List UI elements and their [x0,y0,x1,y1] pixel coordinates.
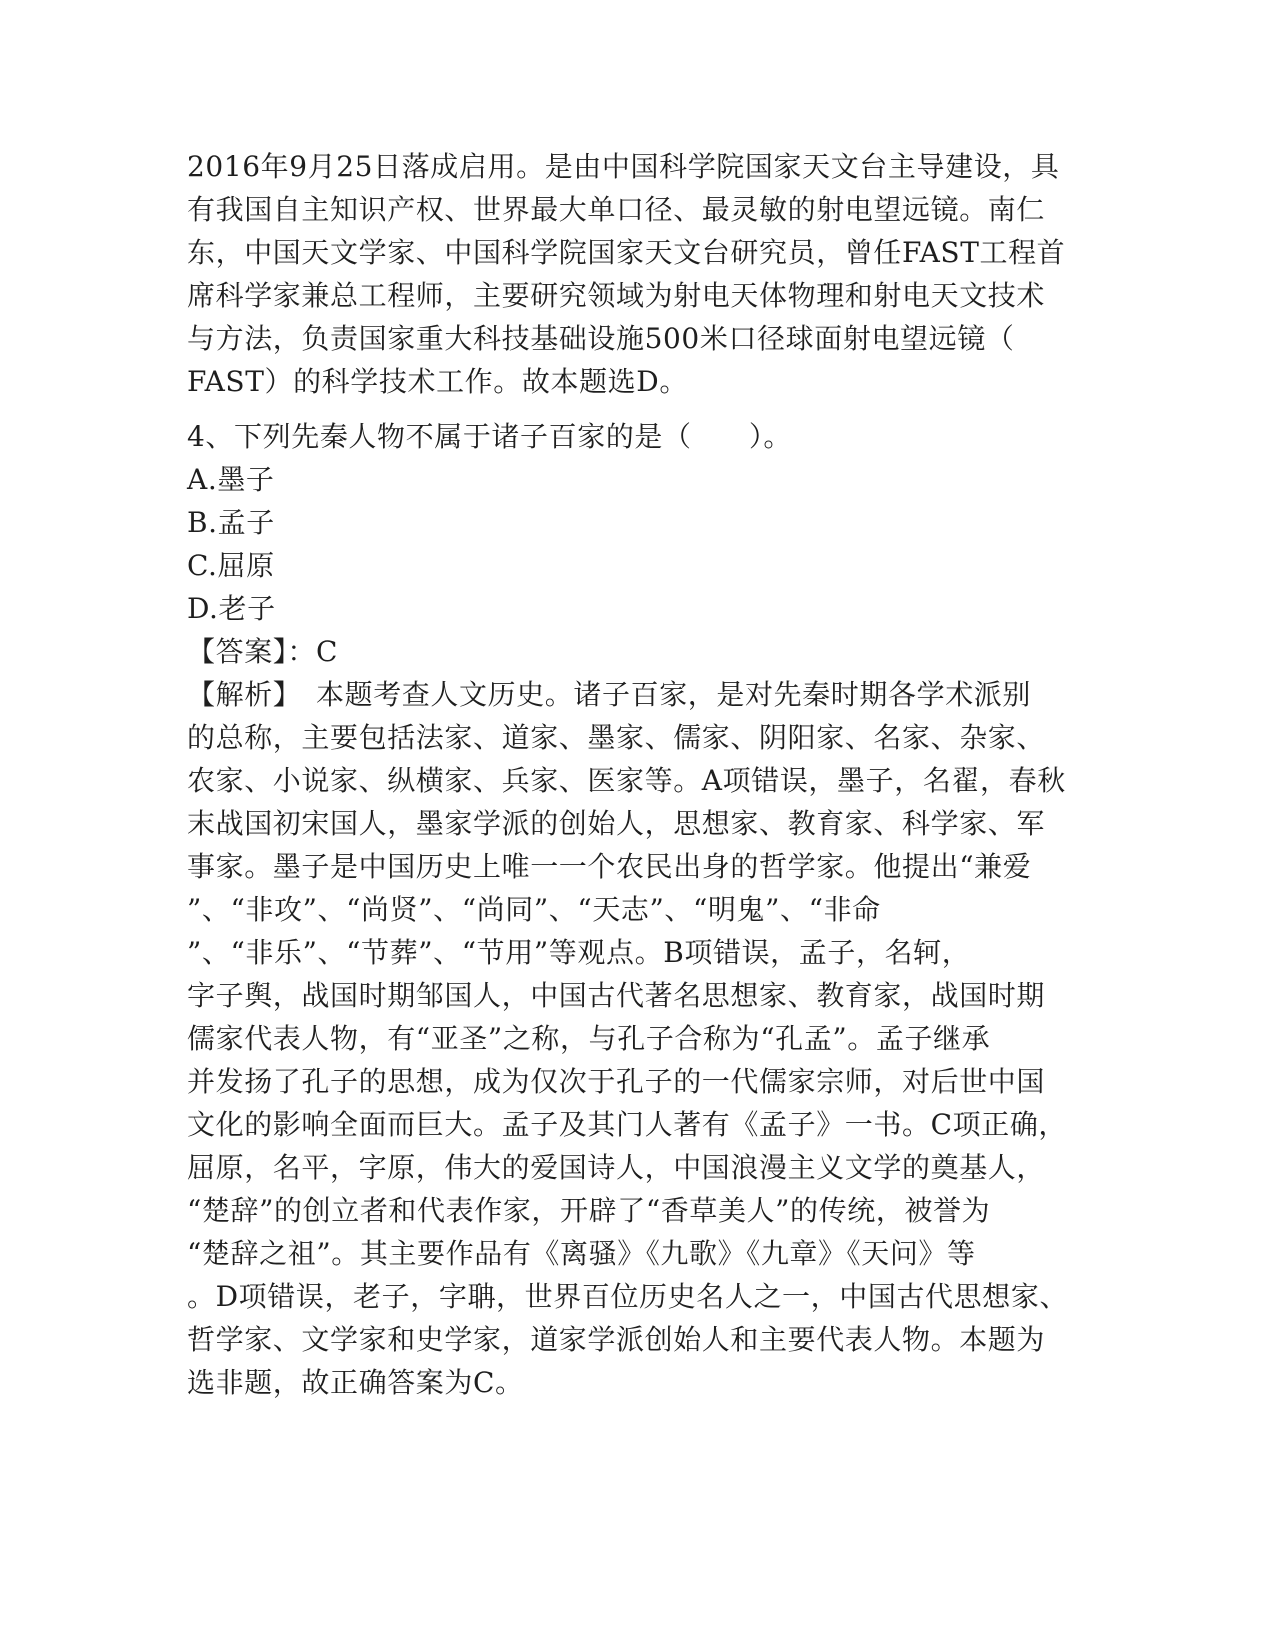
option-a: A.墨子 [187,463,275,496]
analysis-line: 【解析】 本题考查人文历史。诸子百家，是对先秦时期各学术派别 [187,678,1032,711]
analysis-line: 的总称，主要包括法家、道家、墨家、儒家、阴阳家、名家、杂家、 [187,721,1046,754]
paragraph-gap [187,403,1087,415]
analysis-line: 选非题，故正确答案为C。 [187,1366,524,1399]
text-line: 东，中国天文学家、中国科学院国家天文台研究员，曾任FAST工程首 [187,236,1066,269]
analysis-line: 字子舆，战国时期邹国人，中国古代著名思想家、教育家，战国时期 [187,979,1046,1012]
analysis-line: 事家。墨子是中国历史上唯一一个农民出身的哲学家。他提出“兼爱 [187,850,1032,883]
question-block [187,415,1087,673]
text-line: 2016年9月25日落成启用。是由中国科学院国家天文台主导建设，具 [187,150,1060,183]
analysis-line: ”、“非攻”、“尚贤”、“尚同”、“天志”、“明鬼”、“非命 [187,893,881,926]
text-line: 有我国自主知识产权、世界最大单口径、最灵敏的射电望远镜。南仁 [187,193,1046,226]
option-b: B.孟子 [187,506,275,539]
analysis-block [187,673,1087,1404]
option-c: C.屈原 [187,549,275,582]
document-page [187,145,1087,1404]
answer-line: 【答案】：C [187,635,339,668]
analysis-line: “楚辞”的创立者和代表作家，开辟了“香草美人”的传统，被誉为 [187,1194,991,1227]
analysis-line: 儒家代表人物，有“亚圣”之称，与孔子合称为“孔孟”。孟子继承 [187,1022,991,1055]
analysis-line: 农家、小说家、纵横家、兵家、医家等。A项错误，墨子，名翟，春秋 [187,764,1066,797]
analysis-line: 末战国初宋国人，墨家学派的创始人，思想家、教育家、科学家、军 [187,807,1046,840]
intro-paragraph [187,145,1087,403]
analysis-line: 并发扬了孔子的思想，成为仅次于孔子的一代儒家宗师，对后世中国 [187,1065,1046,1098]
question-text: 4、下列先秦人物不属于诸子百家的是（ ）。 [187,420,793,453]
analysis-line: 哲学家、文学家和史学家，道家学派创始人和主要代表人物。本题为 [187,1323,1046,1356]
analysis-line: 文化的影响全面而巨大。孟子及其门人著有《孟子》一书。C项正确， [187,1108,1068,1141]
text-line: FAST）的科学技术工作。故本题选D。 [187,365,688,398]
text-line: 席科学家兼总工程师，主要研究领域为射电天体物理和射电天文技术 [187,279,1046,312]
analysis-line: 屈原，名平，字原，伟大的爱国诗人，中国浪漫主义文学的奠基人， [187,1151,1046,1184]
analysis-line: 。D项错误，老子，字聃，世界百位历史名人之一，中国古代思想家、 [187,1280,1069,1313]
analysis-line: ”、“非乐”、“节葬”、“节用”等观点。B项错误，孟子，名轲， [187,936,971,969]
text-line: 与方法，负责国家重大科技基础设施500米口径球面射电望远镜（ [187,322,1015,355]
analysis-line: “楚辞之祖”。其主要作品有《离骚》《九歌》《九章》《天问》等 [187,1237,976,1270]
option-d: D.老子 [187,592,276,625]
